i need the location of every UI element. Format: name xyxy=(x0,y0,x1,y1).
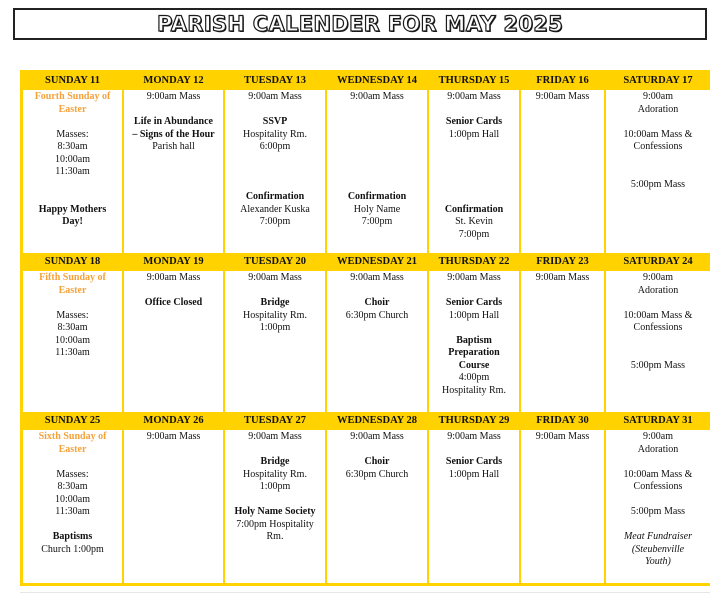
spacer xyxy=(431,322,517,335)
spacer xyxy=(329,285,425,298)
event-line: Office Closed xyxy=(144,297,203,308)
day-header: THURSDAY 29 xyxy=(438,415,510,426)
event-line: Church 1:00pm xyxy=(41,543,104,555)
event-line: 9:00am Mass xyxy=(447,272,501,283)
event-line: Fifth Sunday of xyxy=(39,272,106,283)
event-line: 9:00am xyxy=(643,91,673,102)
event-line: Course xyxy=(458,359,490,371)
spacer xyxy=(25,116,120,129)
event-line: 8:30am xyxy=(57,141,88,152)
event-line: 11:30am xyxy=(55,506,90,517)
event-line: Adoration xyxy=(637,103,679,115)
day-events xyxy=(327,271,427,412)
event-line: 6:00pm xyxy=(259,141,291,152)
day-events xyxy=(23,271,122,412)
event-line: Rm. xyxy=(266,531,284,542)
spacer xyxy=(227,494,323,507)
spacer xyxy=(608,335,708,360)
day-cell xyxy=(429,254,519,412)
spacer xyxy=(608,519,708,532)
day-header: TUESDAY 27 xyxy=(244,415,306,426)
day-header: SATURDAY 24 xyxy=(623,256,693,267)
day-cell xyxy=(327,254,427,412)
event-line: Senior Cards xyxy=(445,297,503,308)
day-header: THURSDAY 22 xyxy=(438,256,510,267)
event-line: Confessions xyxy=(633,322,683,333)
event-line: 4:00pm xyxy=(458,372,490,383)
event-line: SSVP xyxy=(262,116,288,127)
event-line: St. Kevin xyxy=(455,216,493,227)
calendar-title-box xyxy=(13,8,707,40)
day-cell xyxy=(327,413,427,583)
calendar-week xyxy=(23,73,710,253)
day-header: THURSDAY 15 xyxy=(438,75,510,86)
day-events xyxy=(124,430,223,583)
event-line: Baptisms xyxy=(52,531,93,542)
event-line: 1:00pm Hall xyxy=(448,468,500,480)
day-cell xyxy=(124,413,223,583)
day-cell xyxy=(606,254,710,412)
spacer xyxy=(608,116,708,129)
spacer xyxy=(329,444,425,457)
event-line: Adoration xyxy=(637,284,679,296)
spacer xyxy=(608,494,708,507)
day-events xyxy=(225,430,325,583)
event-line: 5:00pm Mass xyxy=(630,359,686,371)
day-cell xyxy=(606,73,710,253)
event-line: Senior Cards xyxy=(445,116,503,127)
day-events xyxy=(225,90,325,253)
event-line: Choir xyxy=(364,456,390,467)
event-line: 9:00am Mass xyxy=(447,431,501,442)
spacer xyxy=(431,141,517,166)
day-events xyxy=(606,430,710,583)
event-line: Bridge xyxy=(260,456,290,467)
day-header: MONDAY 19 xyxy=(143,256,204,267)
day-header: SUNDAY 11 xyxy=(45,75,100,86)
spacer xyxy=(25,297,120,310)
event-line: 9:00am Mass xyxy=(248,91,302,102)
day-events xyxy=(23,430,122,583)
day-header: SATURDAY 31 xyxy=(623,415,693,426)
day-header: SUNDAY 18 xyxy=(44,256,101,267)
divider xyxy=(20,592,710,593)
day-header: FRIDAY 30 xyxy=(536,415,589,426)
event-line: 10:00am Mass & xyxy=(623,128,693,140)
event-line: Hospitality Rm. xyxy=(243,128,307,140)
event-line: 9:00am Mass xyxy=(535,431,590,442)
event-line: Confirmation xyxy=(444,203,504,215)
event-line: Parish hall xyxy=(152,141,195,152)
spacer xyxy=(608,297,708,310)
day-cell xyxy=(327,73,427,253)
event-line: Masses: xyxy=(56,128,89,140)
spacer xyxy=(227,285,323,298)
event-line: 10:00am xyxy=(55,334,90,346)
day-cell xyxy=(521,254,604,412)
event-line: 1:00pm Hall xyxy=(448,309,500,321)
event-line: Hospitality Rm. xyxy=(243,468,307,480)
event-line: Hospitality Rm. xyxy=(442,384,506,396)
event-line: 10:00am xyxy=(55,153,90,165)
day-cell xyxy=(521,73,604,253)
day-header: FRIDAY 16 xyxy=(536,75,589,86)
event-line: 7:00pm xyxy=(458,228,490,240)
event-line: Alexander Kuska xyxy=(240,203,310,215)
spacer xyxy=(608,456,708,469)
event-line: 8:30am xyxy=(57,322,88,333)
spacer xyxy=(126,104,221,117)
event-line: 10:00am xyxy=(55,493,90,505)
event-line: Confessions xyxy=(633,141,683,152)
day-events xyxy=(606,271,710,412)
spacer xyxy=(431,166,517,191)
event-line: Easter xyxy=(58,284,87,296)
event-line: 5:00pm Mass xyxy=(630,178,686,190)
event-line: 1:00pm Hall xyxy=(448,128,500,140)
spacer xyxy=(25,179,120,204)
day-header: MONDAY 12 xyxy=(143,75,204,86)
event-line: 7:00pm Hospitality xyxy=(236,518,314,530)
spacer xyxy=(431,285,517,298)
event-line: Day! xyxy=(62,216,83,227)
day-cell xyxy=(23,254,122,412)
day-events xyxy=(327,430,427,583)
event-line: – Signs of the Hour xyxy=(132,128,215,140)
event-line: Confirmation xyxy=(347,191,407,202)
day-header: SUNDAY 25 xyxy=(44,415,101,426)
event-line: Confirmation xyxy=(245,191,305,202)
day-events xyxy=(225,271,325,412)
calendar-week xyxy=(23,413,710,583)
event-line: 5:00pm Mass xyxy=(630,506,686,517)
event-line: 9:00am Mass xyxy=(535,91,590,102)
event-line: Masses: xyxy=(56,309,89,321)
day-events xyxy=(521,90,604,253)
event-line: Preparation xyxy=(448,347,500,358)
day-header: FRIDAY 23 xyxy=(536,256,589,267)
event-line: 1:00pm xyxy=(259,322,291,333)
spacer xyxy=(227,444,323,457)
day-cell xyxy=(124,254,223,412)
spacer xyxy=(227,179,323,192)
day-cell xyxy=(23,413,122,583)
day-header: TUESDAY 20 xyxy=(244,256,306,267)
day-header: WEDNESDAY 28 xyxy=(336,415,418,426)
day-header: WEDNESDAY 14 xyxy=(336,75,418,86)
event-line: Hospitality Rm. xyxy=(243,309,307,321)
day-cell xyxy=(225,413,325,583)
day-events xyxy=(606,90,710,253)
event-line: 10:00am Mass & xyxy=(623,468,693,480)
day-cell xyxy=(124,73,223,253)
spacer xyxy=(227,104,323,117)
day-events xyxy=(23,90,122,253)
day-cell xyxy=(606,413,710,583)
spacer xyxy=(431,104,517,117)
day-events xyxy=(429,430,519,583)
calendar-week xyxy=(23,254,710,412)
day-cell xyxy=(521,413,604,583)
day-cell xyxy=(429,73,519,253)
spacer xyxy=(329,179,425,192)
event-line: 9:00am xyxy=(643,272,673,283)
event-line: Senior Cards xyxy=(445,456,503,467)
event-line: 9:00am Mass xyxy=(350,272,404,283)
event-line: 9:00am xyxy=(643,431,673,442)
event-line: Adoration xyxy=(637,443,679,455)
day-events xyxy=(429,271,519,412)
spacer xyxy=(329,154,425,179)
event-line: 1:00pm xyxy=(259,481,291,492)
day-events xyxy=(521,430,604,583)
event-line: Youth) xyxy=(645,556,671,567)
event-line: Fourth Sunday of xyxy=(34,91,111,102)
event-line: 10:00am Mass & xyxy=(623,309,693,321)
day-header: WEDNESDAY 21 xyxy=(336,256,418,267)
calendar-grid xyxy=(20,70,710,586)
event-line: Bridge xyxy=(260,297,290,308)
event-line: 9:00am Mass xyxy=(248,431,302,442)
day-events xyxy=(521,271,604,412)
day-cell xyxy=(23,73,122,253)
calendar-title: PARISH CALENDER FOR MAY 2025 xyxy=(156,12,564,36)
event-line: 7:00pm xyxy=(361,216,393,227)
event-line: Meat Fundraiser xyxy=(623,531,693,542)
day-events xyxy=(327,90,427,253)
spacer xyxy=(329,104,425,129)
day-header: TUESDAY 13 xyxy=(244,75,306,86)
day-cell xyxy=(225,73,325,253)
spacer xyxy=(431,191,517,204)
day-events xyxy=(124,271,223,412)
event-line: 9:00am Mass xyxy=(447,91,501,102)
spacer xyxy=(126,285,221,298)
spacer xyxy=(431,444,517,457)
event-line: Easter xyxy=(58,103,87,115)
event-line: Confessions xyxy=(633,481,683,492)
event-line: Life in Abundance xyxy=(134,116,213,127)
spacer xyxy=(25,456,120,469)
event-line: 8:30am xyxy=(57,481,88,492)
day-header: SATURDAY 17 xyxy=(623,75,693,86)
spacer xyxy=(227,154,323,179)
event-line: (Steubenville xyxy=(631,543,685,555)
event-line: 7:00pm xyxy=(259,216,291,227)
event-line: 6:30pm Church xyxy=(345,468,409,480)
event-line: Easter xyxy=(58,443,87,455)
event-line: 9:00am Mass xyxy=(350,91,404,102)
spacer xyxy=(608,154,708,179)
event-line: 9:00am Mass xyxy=(350,431,404,442)
event-line: 11:30am xyxy=(55,347,90,358)
day-header: MONDAY 26 xyxy=(143,415,204,426)
event-line: 9:00am Mass xyxy=(146,272,201,283)
day-events xyxy=(124,90,223,253)
event-line: Sixth Sunday of xyxy=(38,431,107,442)
event-line: Baptism xyxy=(456,334,492,346)
event-line: 9:00am Mass xyxy=(535,272,590,283)
event-line: Choir xyxy=(364,297,390,308)
event-line: 6:30pm Church xyxy=(345,309,409,321)
event-line: Happy Mothers xyxy=(38,203,107,215)
event-line: Holy Name Society xyxy=(234,506,316,517)
spacer xyxy=(329,129,425,154)
event-line: 9:00am Mass xyxy=(146,91,201,102)
event-line: 11:30am xyxy=(55,166,90,177)
event-line: 9:00am Mass xyxy=(248,272,302,283)
event-line: Masses: xyxy=(56,468,89,480)
event-line: Holy Name xyxy=(353,203,401,215)
spacer xyxy=(25,519,120,532)
event-line: 9:00am Mass xyxy=(146,431,201,442)
day-cell xyxy=(225,254,325,412)
day-events xyxy=(429,90,519,253)
day-cell xyxy=(429,413,519,583)
